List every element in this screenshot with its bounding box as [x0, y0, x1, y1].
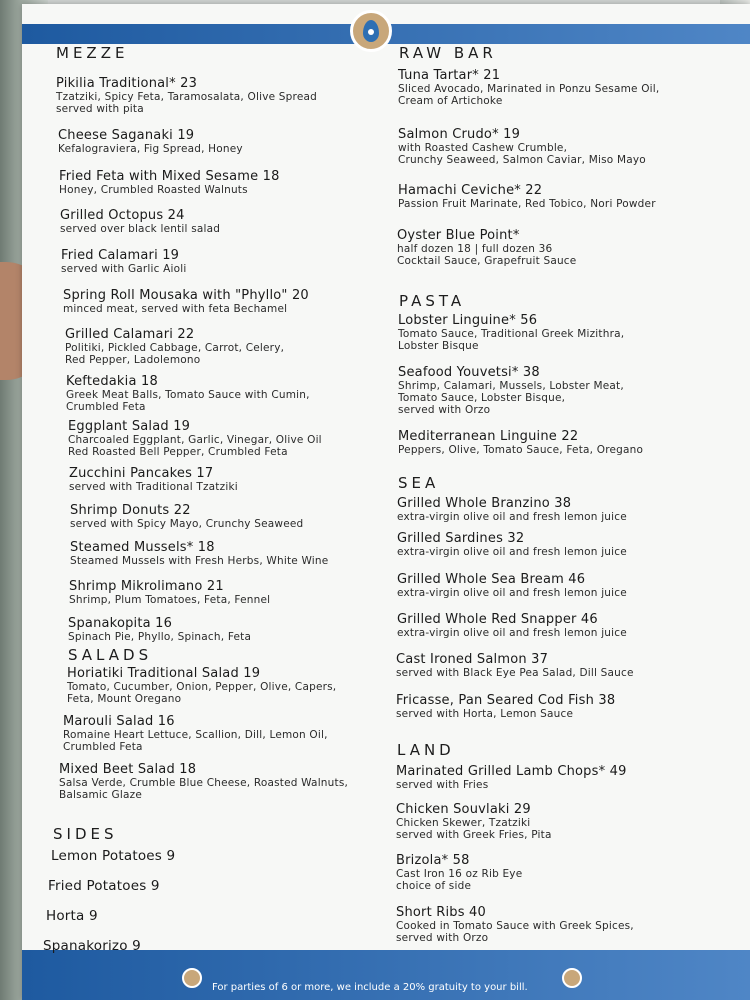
- menu-item-description: Peppers, Olive, Tomato Sauce, Feta, Oregano: [398, 444, 644, 456]
- menu-item-name: Fried Potatoes 9: [48, 878, 160, 894]
- menu-item: [51, 848, 175, 864]
- menu-item: [396, 802, 552, 841]
- menu-item-name: Tuna Tartar* 21: [398, 68, 501, 83]
- menu-item-description: Lobster Bisque: [398, 340, 479, 352]
- menu-item-description: extra-virgin olive oil and fresh lemon juice: [397, 511, 627, 523]
- menu-item-name: Horta 9: [46, 908, 98, 924]
- menu-item: [43, 938, 141, 954]
- menu-item: [396, 693, 615, 720]
- menu-item-description: served with Garlic Aioli: [61, 263, 187, 275]
- menu-item-description: Cream of Artichoke: [398, 95, 503, 107]
- menu-item: [396, 853, 522, 892]
- menu-item-name: Brizola* 58: [396, 853, 470, 868]
- menu-item: [60, 208, 220, 235]
- menu-item-description: Red Roasted Bell Pepper, Crumbled Feta: [68, 446, 288, 458]
- menu-item-description: Shrimp, Plum Tomatoes, Feta, Fennel: [69, 594, 271, 606]
- menu-item-name: Grilled Whole Sea Bream 46: [397, 572, 586, 587]
- menu-item-name: Oyster Blue Point*: [397, 228, 520, 243]
- menu-item-description: Crumbled Feta: [63, 741, 143, 753]
- menu-item-name: Lemon Potatoes 9: [51, 848, 176, 864]
- menu-item-name: Hamachi Ceviche* 22: [398, 183, 543, 198]
- menu-item-name: Cast Ironed Salmon 37: [396, 652, 549, 667]
- menu-item: [59, 762, 348, 801]
- menu-item: [70, 540, 328, 567]
- menu-item-name: Marouli Salad 16: [63, 714, 175, 729]
- menu-item: [397, 572, 627, 599]
- section-title-mezze: MEZZE: [56, 44, 129, 62]
- menu-item-description: Tomato, Cucumber, Onion, Pepper, Olive, Capers,: [67, 681, 337, 693]
- menu-item-description: extra-virgin olive oil and fresh lemon juice: [397, 587, 627, 599]
- menu-item: [397, 612, 627, 639]
- menu-item: [396, 652, 634, 679]
- menu-item-name: Grilled Octopus 24: [60, 208, 185, 223]
- menu-item-name: Salmon Crudo* 19: [398, 127, 521, 142]
- menu-item: [396, 764, 627, 791]
- menu-item: [61, 248, 187, 275]
- menu-item-name: Zucchini Pancakes 17: [69, 466, 214, 481]
- menu-item-name: Short Ribs 40: [396, 905, 486, 920]
- section-title-sides: SIDES: [53, 825, 118, 843]
- menu-item: [69, 579, 270, 606]
- menu-item: [65, 327, 284, 366]
- menu-item-name: Cheese Saganaki 19: [58, 128, 195, 143]
- menu-item-name: Shrimp Donuts 22: [70, 503, 191, 518]
- menu-item: [397, 531, 627, 558]
- section-title-sea: SEA: [398, 474, 440, 492]
- menu-item-description: served with Black Eye Pea Salad, Dill Sauce: [396, 667, 634, 679]
- menu-item-name: Grilled Whole Red Snapper 46: [397, 612, 598, 627]
- menu-item-name: Marinated Grilled Lamb Chops* 49: [396, 764, 627, 779]
- water-drop-icon: [350, 10, 392, 52]
- menu-item-description: half dozen 18 | full dozen 36: [397, 243, 553, 255]
- menu-item: [398, 313, 624, 352]
- menu-item-description: Tomato Sauce, Lobster Bisque,: [398, 392, 566, 404]
- menu-item-name: Steamed Mussels* 18: [70, 540, 215, 555]
- menu-item: [63, 714, 328, 753]
- menu-item-description: Tomato Sauce, Traditional Greek Mizithra,: [398, 328, 625, 340]
- menu-item-description: served with Spicy Mayo, Crunchy Seaweed: [70, 518, 304, 530]
- menu-item-description: Feta, Mount Oregano: [67, 693, 182, 705]
- menu-item-description: Cooked in Tomato Sauce with Greek Spices,: [396, 920, 634, 932]
- section-title-salads: SALADS: [68, 646, 153, 664]
- menu-item: [67, 666, 336, 705]
- menu-item: [398, 127, 646, 166]
- menu-sheet: [22, 4, 750, 1000]
- menu-item-name: Keftedakia 18: [66, 374, 158, 389]
- footer-logo-icon: [182, 968, 202, 988]
- menu-item-description: Salsa Verde, Crumble Blue Cheese, Roasted Walnuts,: [59, 777, 349, 789]
- menu-item-name: Spanakopita 16: [68, 616, 173, 631]
- footer-gratuity-note: For parties of 6 or more, we include a 20% gratuity to your bill.: [212, 982, 528, 993]
- menu-item-name: Spring Roll Mousaka with "Phyllo" 20: [63, 288, 309, 303]
- menu-item-description: extra-virgin olive oil and fresh lemon juice: [397, 546, 627, 558]
- menu-item-description: served with Horta, Lemon Sauce: [396, 708, 574, 720]
- menu-item-description: Romaine Heart Lettuce, Scallion, Dill, Lemon Oil,: [63, 729, 328, 741]
- menu-item-description: Sliced Avocado, Marinated in Ponzu Sesame Oil,: [398, 83, 660, 95]
- menu-item-name: Fried Feta with Mixed Sesame 18: [59, 169, 280, 184]
- menu-item-description: Steamed Mussels with Fresh Herbs, White Wine: [70, 555, 329, 567]
- menu-item-description: served with Fries: [396, 779, 489, 791]
- menu-item-name: Eggplant Salad 19: [68, 419, 191, 434]
- menu-item-name: Grilled Sardines 32: [397, 531, 525, 546]
- menu-item-description: served with Greek Fries, Pita: [396, 829, 552, 841]
- menu-item-description: Shrimp, Calamari, Mussels, Lobster Meat,: [398, 380, 624, 392]
- menu-item-description: Crunchy Seaweed, Salmon Caviar, Miso Mayo: [398, 154, 646, 166]
- menu-item: [398, 68, 659, 107]
- menu-item: [68, 616, 251, 643]
- menu-item-name: Horiatiki Traditional Salad 19: [67, 666, 261, 681]
- menu-item-name: Pikilia Traditional* 23: [56, 76, 198, 91]
- menu-item-description: Greek Meat Balls, Tomato Sauce with Cumin,: [66, 389, 310, 401]
- menu-item: [63, 288, 309, 315]
- menu-item: [397, 228, 576, 267]
- menu-item-description: Crumbled Feta: [66, 401, 146, 413]
- menu-item-name: Shrimp Mikrolimano 21: [69, 579, 224, 594]
- section-title-raw-bar: RAW BAR: [399, 44, 497, 62]
- menu-item-description: choice of side: [396, 880, 472, 892]
- menu-item-description: Tzatziki, Spicy Feta, Taramosalata, Olive Spread: [56, 91, 317, 103]
- menu-item-description: served with Orzo: [396, 932, 489, 944]
- menu-item-description: Chicken Skewer, Tzatziki: [396, 817, 531, 829]
- menu-item: [396, 905, 634, 944]
- menu-item-description: minced meat, served with feta Bechamel: [63, 303, 288, 315]
- menu-item-name: Grilled Calamari 22: [65, 327, 195, 342]
- menu-item-description: Kefalograviera, Fig Spread, Honey: [58, 143, 243, 155]
- menu-item-description: Cast Iron 16 oz Rib Eye: [396, 868, 523, 880]
- menu-item: [398, 365, 624, 416]
- menu-item: [59, 169, 280, 196]
- menu-item-description: Balsamic Glaze: [59, 789, 142, 801]
- menu-item: [66, 374, 310, 413]
- menu-item: [70, 503, 303, 530]
- menu-item-name: Grilled Whole Branzino 38: [397, 496, 572, 511]
- menu-item-name: Fricasse, Pan Seared Cod Fish 38: [396, 693, 616, 708]
- section-title-land: LAND: [397, 741, 455, 759]
- menu-item-name: Mediterranean Linguine 22: [398, 429, 579, 444]
- menu-item-name: Spanakorizo 9: [43, 938, 141, 954]
- menu-item-description: Cocktail Sauce, Grapefruit Sauce: [397, 255, 577, 267]
- menu-item: [69, 466, 238, 493]
- menu-item: [68, 419, 322, 458]
- menu-item-description: served with pita: [56, 103, 144, 115]
- menu-item-name: Mixed Beet Salad 18: [59, 762, 197, 777]
- menu-item-description: Honey, Crumbled Roasted Walnuts: [59, 184, 248, 196]
- menu-item-description: extra-virgin olive oil and fresh lemon juice: [397, 627, 627, 639]
- menu-item-description: Red Pepper, Ladolemono: [65, 354, 201, 366]
- menu-item-description: Charcoaled Eggplant, Garlic, Vinegar, Olive Oil: [68, 434, 322, 446]
- menu-item-name: Seafood Youvetsi* 38: [398, 365, 540, 380]
- menu-item: [398, 429, 643, 456]
- footer-logo-icon: [562, 968, 582, 988]
- menu-item-description: Spinach Pie, Phyllo, Spinach, Feta: [68, 631, 252, 643]
- menu-item-description: with Roasted Cashew Crumble,: [398, 142, 568, 154]
- menu-item-description: Passion Fruit Marinate, Red Tobico, Nori Powder: [398, 198, 656, 210]
- menu-item-description: served over black lentil salad: [60, 223, 221, 235]
- menu-item-description: served with Traditional Tzatziki: [69, 481, 238, 493]
- menu-item: [46, 908, 98, 924]
- menu-item-name: Chicken Souvlaki 29: [396, 802, 531, 817]
- menu-item-name: Fried Calamari 19: [61, 248, 180, 263]
- menu-item-name: Lobster Linguine* 56: [398, 313, 538, 328]
- menu-item-description: served with Orzo: [398, 404, 491, 416]
- menu-item-description: Politiki, Pickled Cabbage, Carrot, Celery,: [65, 342, 285, 354]
- menu-item: [58, 128, 243, 155]
- section-title-pasta: PASTA: [399, 292, 466, 310]
- menu-item: [397, 496, 627, 523]
- menu-item: [48, 878, 160, 894]
- menu-item: [398, 183, 656, 210]
- menu-item: [56, 76, 317, 115]
